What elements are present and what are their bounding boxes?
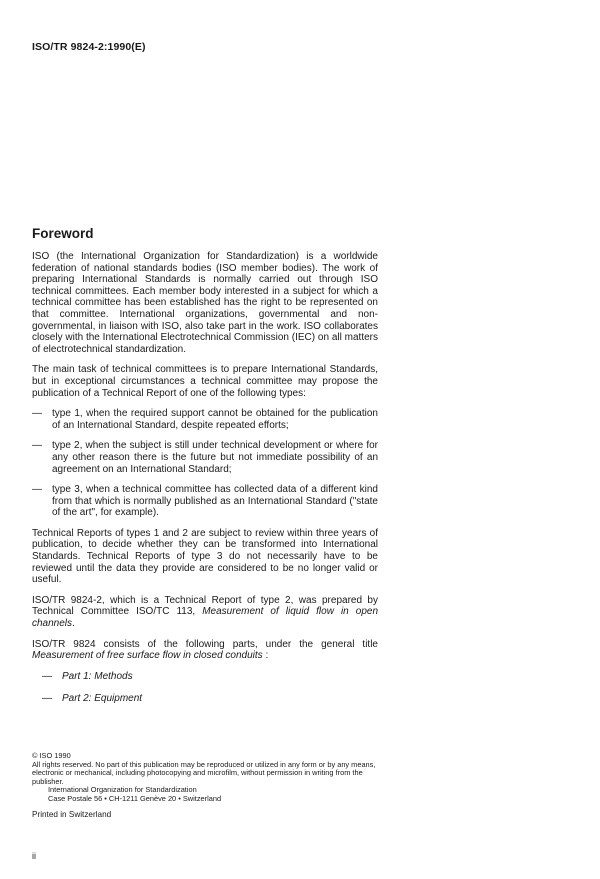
- committee-title: Measurement of liquid flow in open channels: [32, 606, 379, 630]
- list-item: [32, 484, 378, 519]
- paragraph-prepared-by: [32, 595, 378, 630]
- bullet-dash: —: [32, 484, 42, 496]
- paragraph-main-task: The main task of technical committees is to prepare International Standards, but in exceptional circumstances a technical committee may propose the publication of a Technical Report of one of the following types:: [32, 364, 378, 399]
- list-item: [32, 671, 378, 683]
- list-item: [32, 693, 378, 705]
- part-1-label: Part 1: Methods: [62, 670, 133, 682]
- paragraph-parts: [32, 639, 378, 662]
- prepared-by-text: ISO/TR 9824-2, which is a Technical Report of type 2, was prepared by Technical Committee ISO/TC 113,: [32, 594, 378, 618]
- bullet-dash: —: [42, 693, 52, 705]
- foreword-title: Foreword: [32, 226, 94, 241]
- bullet-dash: —: [32, 440, 42, 452]
- parts-intro-end: :: [262, 650, 269, 662]
- printed-in: Printed in Switzerland: [32, 810, 112, 819]
- parts-intro-text: ISO/TR 9824 consists of the following parts, under the general title: [32, 638, 378, 650]
- prepared-by-end: .: [72, 618, 75, 630]
- publisher-address: Case Postale 56 • CH-1211 Genève 20 • Switzerland: [48, 793, 222, 803]
- foreword-body: [32, 251, 378, 716]
- list-item: [32, 408, 378, 431]
- bullet-dash: —: [42, 670, 52, 682]
- rights-statement: All rights reserved. No part of this publication may be reproduced or utilized in any form or by any means, electronic or mechanical, including photocopying and microfilm, without permission in writing from the publisher.: [32, 759, 376, 786]
- paragraph-iso-intro: ISO (the International Organization for Standardization) is a worldwide federation of national standards bodies (ISO member bodies). The work of preparing International Standards is normally carried out through ISO technical committees. Each member body interested in a subject for which a technical committee has been established has the right to be represented on that committee. International organizations, governmental and non-governmental, in liaison with ISO, also take part in the work. ISO collaborates closely with the International Electrotechnical Commission (IEC) on all matters of electrotechnical standardization.: [32, 251, 378, 355]
- general-title: Measurement of free surface flow in closed conduits: [32, 650, 263, 662]
- part-2-label: Part 2: Equipment: [62, 693, 143, 705]
- list-item-text: type 1, when the required support cannot be obtained for the publication of an International Standard, despite repeated efforts;: [52, 408, 378, 431]
- bullet-dash: —: [32, 408, 42, 420]
- document-id-header: ISO/TR 9824-2:1990(E): [32, 41, 146, 53]
- paragraph-review: Technical Reports of types 1 and 2 are subject to review within three years of publication, to decide whether they can be transformed into International Standards. Technical Reports of type 3 do not necessarily have to be reviewed until the data they provide are considered to be no longer valid or useful.: [32, 527, 378, 586]
- copyright-notice: © ISO 1990: [32, 751, 71, 760]
- copyright-block: [32, 752, 392, 804]
- publisher-name: International Organization for Standardization: [48, 785, 197, 795]
- list-item: [32, 440, 378, 475]
- list-item-text: type 3, when a technical committee has collected data of a different kind from that which is normally published as an International Standard ("state of the art", for example).: [52, 484, 378, 519]
- list-item-text: type 2, when the subject is still under technical development or where for any other reason there is the future but not immediate possibility of an agreement on an International Standard;: [52, 440, 378, 475]
- page-number: ii: [32, 851, 36, 861]
